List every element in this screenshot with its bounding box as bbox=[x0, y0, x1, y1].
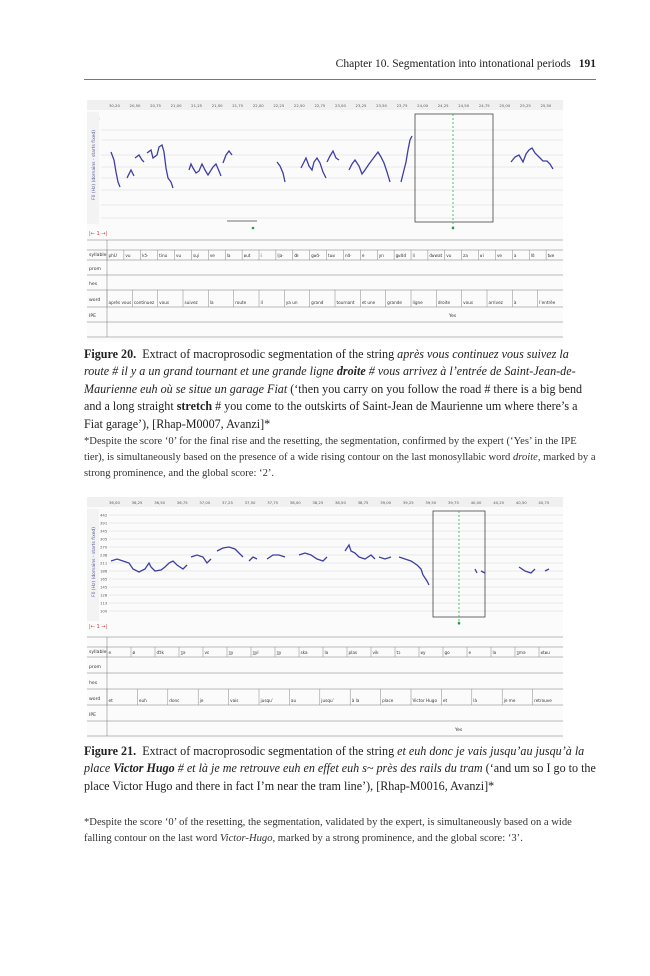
time-tick: 36,50 bbox=[154, 500, 166, 505]
figure-21-image bbox=[87, 497, 563, 739]
word-label: là bbox=[473, 698, 478, 703]
time-tick: 36,00 bbox=[109, 500, 120, 505]
y-tick: 305 bbox=[100, 536, 108, 542]
syllable-label: ʁtʁu bbox=[540, 650, 550, 655]
tier-label-hes: hes bbox=[89, 681, 98, 686]
word-label: suivez bbox=[184, 300, 198, 305]
time-tick: 21,25 bbox=[191, 103, 203, 108]
y-tick: 165 bbox=[100, 576, 108, 582]
syllable-label: tʁe bbox=[547, 253, 555, 258]
time-tick: 25,00 bbox=[499, 103, 511, 108]
syllable-label: sɥi bbox=[192, 253, 199, 258]
syllable-label: tuʁ bbox=[328, 253, 335, 258]
syllable-label: vɛ bbox=[204, 650, 210, 655]
time-tick: 38,75 bbox=[357, 500, 369, 505]
word-label: euh bbox=[138, 698, 147, 703]
word-label: ligne bbox=[412, 300, 423, 305]
time-tick: 22,00 bbox=[252, 103, 264, 108]
time-tick: 24,75 bbox=[478, 103, 490, 108]
word-label: jusqu’ bbox=[321, 698, 334, 703]
syllable-label: ʒə bbox=[180, 650, 186, 655]
word-label: retrouve bbox=[534, 698, 552, 703]
word-label: à bbox=[513, 300, 517, 305]
page-number: 191 bbox=[578, 58, 596, 70]
syllable-label: ska bbox=[300, 650, 308, 655]
chapter-title: Chapter 10. Segmentation into intonational periods bbox=[335, 58, 571, 70]
header-rule bbox=[84, 79, 596, 80]
syllable-label: vu bbox=[125, 253, 131, 258]
tier-label-prom: prom bbox=[89, 267, 101, 272]
y-tick: 391 bbox=[100, 520, 108, 526]
time-tick: 37,50 bbox=[244, 500, 256, 505]
time-tick: 24,00 bbox=[417, 103, 429, 108]
syllable-label: dɔ̃k bbox=[156, 650, 164, 655]
syllable-label: ve bbox=[209, 253, 215, 258]
time-tick: 39,00 bbox=[380, 500, 392, 505]
time-tick: 40,00 bbox=[470, 500, 482, 505]
syllable-label: ʒy bbox=[276, 650, 282, 655]
syllable-label: ʒyl bbox=[252, 650, 259, 655]
syllable-label: ve bbox=[496, 253, 503, 258]
word-label: droite bbox=[437, 300, 451, 305]
ipe-value: Yes bbox=[455, 728, 463, 733]
word-label: au bbox=[290, 698, 297, 703]
syllable-label: li bbox=[412, 253, 415, 258]
syllable-label: go bbox=[444, 650, 450, 655]
time-tick: 40,75 bbox=[538, 500, 550, 505]
word-label: grand bbox=[311, 300, 324, 305]
time-tick: 38,00 bbox=[289, 500, 301, 505]
time-tick: 39,75 bbox=[448, 500, 459, 505]
figure-21-label: Figure 21. bbox=[84, 744, 137, 758]
tier-label-syllable: syllable bbox=[89, 253, 107, 258]
syllable-label: yn bbox=[378, 253, 384, 258]
syllable-label: ʒmə bbox=[516, 650, 526, 655]
syllable-label: vu bbox=[446, 253, 452, 258]
word-label: vous bbox=[463, 300, 474, 305]
word-label: je bbox=[199, 698, 204, 703]
figure-20-caption: Figure 20. Extract of macroprosodic segmentation of the string après vous continuez vous suivez la route # il y a un grand tournant et une grande ligne droite # vous arrivez à l’entrée de Saint-Jean-de-Maurienne euh où se situe un garage Fiat (‘then you carry on you follow the road # there is a big bend and a long straight stretch # you come to the outskirts of Saint-Jean de Maurienne um where there’s a Fiat garage’), [Rhap-M0007, Avanzi]* bbox=[84, 347, 583, 431]
syllable-label: ʒy bbox=[228, 650, 234, 655]
syllable-label: za bbox=[463, 253, 468, 258]
word-label: place bbox=[382, 698, 394, 703]
syllable-label: lɑ̃ bbox=[530, 253, 535, 258]
y-tick: 238 bbox=[100, 552, 108, 558]
time-tick: 40,50 bbox=[515, 500, 527, 505]
syllable-label: la bbox=[324, 650, 329, 655]
syllable-label: vik bbox=[372, 650, 379, 655]
syllable-label: ʁut bbox=[243, 253, 251, 258]
tier-label-syllable: syllable bbox=[89, 650, 107, 655]
syllable-label: e bbox=[108, 650, 112, 655]
syllable-label: e bbox=[468, 650, 472, 655]
syllable-label: la bbox=[492, 650, 497, 655]
word-label: route bbox=[235, 300, 247, 305]
time-tick: 24,50 bbox=[458, 103, 470, 108]
word-label: Victor Hugo bbox=[412, 698, 438, 703]
word-label: donc bbox=[169, 698, 180, 703]
syllable-label: lja· bbox=[277, 253, 284, 258]
time-tick: 24,25 bbox=[437, 103, 449, 108]
syllable-label: a bbox=[513, 253, 517, 258]
time-tick: 38,50 bbox=[335, 500, 346, 505]
time-tick: 20,50 bbox=[129, 103, 141, 108]
word-label: la bbox=[209, 300, 214, 305]
word-label: tournant bbox=[336, 300, 355, 305]
time-tick: 37,00 bbox=[199, 500, 211, 505]
word-label: à la bbox=[351, 698, 360, 703]
running-header bbox=[84, 58, 596, 74]
word-label: et bbox=[442, 698, 448, 703]
word-label: arrivez bbox=[488, 300, 503, 305]
word-label: et bbox=[108, 698, 113, 703]
syllable-label: kɔ̃· bbox=[142, 253, 149, 258]
word-label: continuez bbox=[133, 300, 155, 305]
time-tick: 40,25 bbox=[493, 500, 505, 505]
time-tick: 30,20 bbox=[109, 103, 120, 108]
syllable-label: ø bbox=[132, 650, 136, 655]
time-tick: 36,25 bbox=[131, 500, 143, 505]
syllable-label: ʁi bbox=[480, 253, 484, 258]
y-tick: 113 bbox=[100, 600, 108, 606]
time-tick: 39,25 bbox=[402, 500, 414, 505]
y-tick: 128 bbox=[100, 592, 108, 598]
syllable-label: tɔ bbox=[396, 650, 401, 655]
y-tick: 100 bbox=[100, 608, 108, 614]
svg-text:|← 1 →|: |← 1 →| bbox=[89, 231, 108, 237]
time-tick: 22,25 bbox=[273, 103, 285, 108]
syllable-label: gʁɑ̃· bbox=[311, 253, 321, 258]
time-tick: 21,75 bbox=[232, 103, 244, 108]
time-tick: 22,75 bbox=[314, 103, 326, 108]
tier-label-ipe: IPE bbox=[89, 314, 97, 319]
word-label: et une bbox=[361, 300, 376, 305]
syllable-label: tinu bbox=[159, 253, 168, 258]
word-label: je me bbox=[503, 698, 516, 703]
syllable-label: e bbox=[361, 253, 365, 258]
time-tick: 36,75 bbox=[176, 500, 188, 505]
time-tick: 23,25 bbox=[355, 103, 367, 108]
syllable-label: phU bbox=[108, 253, 117, 258]
figure-20-note: *Despite the score ‘0’ for the final rise and the resetting, the segmentation, confirmed by the expert (‘Yes’ in the IPE tier), is simultaneously based on the presence of a wide rising contour on the last monosyllabic word droite, marked by a strong prominence, and the global score: ‘2’. bbox=[84, 436, 596, 479]
syllable-label: ʁy bbox=[420, 650, 426, 655]
time-tick: 22,50 bbox=[293, 103, 305, 108]
svg-text:|← 1 →|: |← 1 →| bbox=[89, 624, 108, 630]
syllable-label: la bbox=[226, 253, 231, 258]
time-tick: 20,75 bbox=[150, 103, 161, 108]
time-tick: 39,50 bbox=[425, 500, 437, 505]
figure-21-note: *Despite the score ‘0’ of the resetting, the segmentation, validated by the expert, is simultaneously based on a wide falling contour on the last word Victor-Hugo, marked by a strong prominence, and the global score: ‘3’. bbox=[84, 817, 572, 844]
tier-label-prom: prom bbox=[89, 665, 101, 670]
word-label: après vous bbox=[108, 300, 132, 305]
y-tick: 270 bbox=[100, 544, 108, 550]
word-label: vous bbox=[159, 300, 170, 305]
syllable-label: nɑ̃· bbox=[344, 253, 352, 258]
syllable-label: œ̃ bbox=[294, 253, 299, 258]
time-tick: 25,50 bbox=[540, 103, 552, 108]
time-tick: 23,75 bbox=[396, 103, 408, 108]
ipe-value: Yes bbox=[449, 314, 457, 319]
figure-20-y-axis-label: F0 (Hz) (domains - starts fixed) bbox=[92, 129, 97, 200]
figure-20-label: Figure 20. bbox=[84, 347, 137, 361]
syllable-label: plas bbox=[348, 650, 358, 655]
y-tick: 145 bbox=[100, 584, 108, 590]
syllable-label: vu bbox=[176, 253, 182, 258]
word-label: ya un bbox=[285, 300, 298, 305]
time-tick: 25,25 bbox=[519, 103, 531, 108]
time-tick: 38,25 bbox=[312, 500, 324, 505]
y-tick: 186 bbox=[100, 568, 108, 574]
time-tick: 37,75 bbox=[267, 500, 279, 505]
y-tick: 442 bbox=[100, 512, 108, 518]
syllable-label: gʁɑ̃d bbox=[395, 253, 407, 258]
figure-21-y-axis-label: F0 (Hz) (domains - starts fixed) bbox=[92, 526, 97, 597]
time-tick: 21,50 bbox=[211, 103, 223, 108]
time-tick: 21,00 bbox=[170, 103, 182, 108]
tier-label-word: word bbox=[89, 298, 101, 303]
word-label: il bbox=[260, 300, 263, 305]
time-tick: 37,25 bbox=[222, 500, 233, 505]
syllable-label: i bbox=[260, 253, 262, 258]
tier-label-ipe: IPE bbox=[89, 713, 97, 718]
tier-label-hes: hes bbox=[89, 282, 98, 287]
y-tick: 345 bbox=[100, 528, 108, 534]
time-tick: 23,50 bbox=[376, 103, 387, 108]
word-label: vais bbox=[230, 698, 239, 703]
y-tick: 211 bbox=[100, 560, 108, 566]
figure-20-image bbox=[87, 100, 563, 342]
syllable-label: dʁwat bbox=[429, 253, 443, 258]
word-label: l’entrée bbox=[539, 300, 556, 305]
word-label: jusqu’ bbox=[260, 698, 274, 703]
tier-label-word: word bbox=[89, 697, 101, 702]
time-tick: 23,00 bbox=[335, 103, 346, 108]
figure-21-caption: Figure 21. Extract of macroprosodic segmentation of the string et euh donc je vais jusqu’au jusqu’à la place Victor Hugo # et là je me retrouve euh en effet euh s~ près des rails du tram (‘and um so I go to the place Victor Hugo and there in fact I’m near the tram line’), [Rhap-M0016, Avanzi]* bbox=[84, 744, 596, 793]
word-label: grande bbox=[387, 300, 403, 305]
